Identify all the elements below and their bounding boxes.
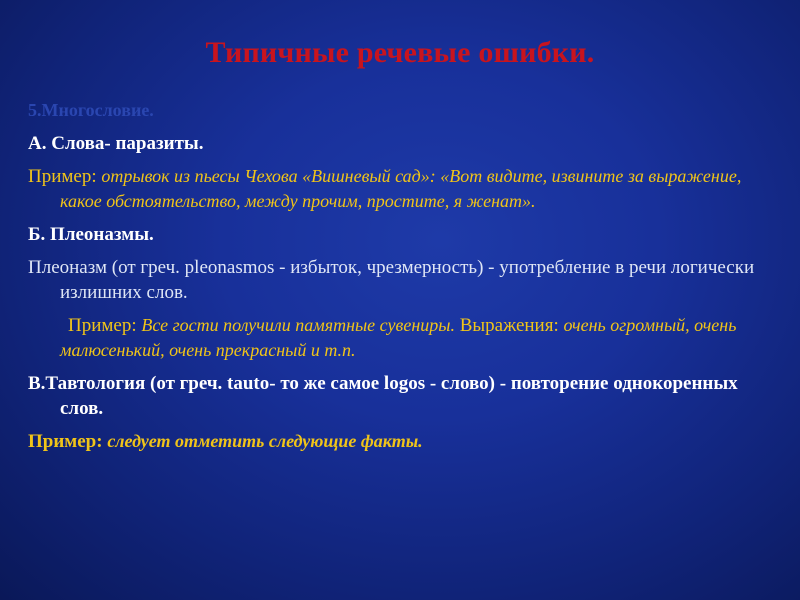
expressions-b-text: очень огромный, очень малюсенький, очень прекрасный и т.п. bbox=[60, 315, 737, 360]
example-a-text: отрывок из пьесы Чехова «Вишневый сад»: «Вот видите, извините за выражение, какое обстоятельство, между прочим, простите, я женат». bbox=[60, 166, 742, 211]
definition-b: Плеоназм (от греч. pleonasmos - избыток, чрезмерность) - употребление в речи логически излишних слов. bbox=[28, 257, 755, 303]
example-a-label: Пример: bbox=[28, 166, 97, 187]
slide-content bbox=[28, 98, 778, 454]
example-c-text: следует отметить следующие факты. bbox=[107, 431, 423, 451]
example-c bbox=[28, 429, 778, 454]
example-b-text: Все гости получили памятные сувениры. bbox=[141, 315, 455, 335]
heading-c: В.Тавтология (от греч. tauto- то же самое logos - слово) - повторение однокоренных слов. bbox=[28, 373, 738, 419]
example-b-label: Пример: bbox=[68, 315, 137, 336]
heading-a: А. Слова- паразиты. bbox=[28, 133, 204, 154]
example-b bbox=[28, 313, 778, 363]
expressions-b-label: Выражения: bbox=[459, 315, 559, 336]
example-a bbox=[28, 164, 778, 214]
example-c-label: Пример: bbox=[28, 431, 103, 452]
section-heading: 5.Многословие. bbox=[28, 100, 154, 120]
heading-b: Б. Плеоназмы. bbox=[28, 224, 154, 245]
slide-title: Типичные речевые ошибки. bbox=[205, 36, 595, 69]
